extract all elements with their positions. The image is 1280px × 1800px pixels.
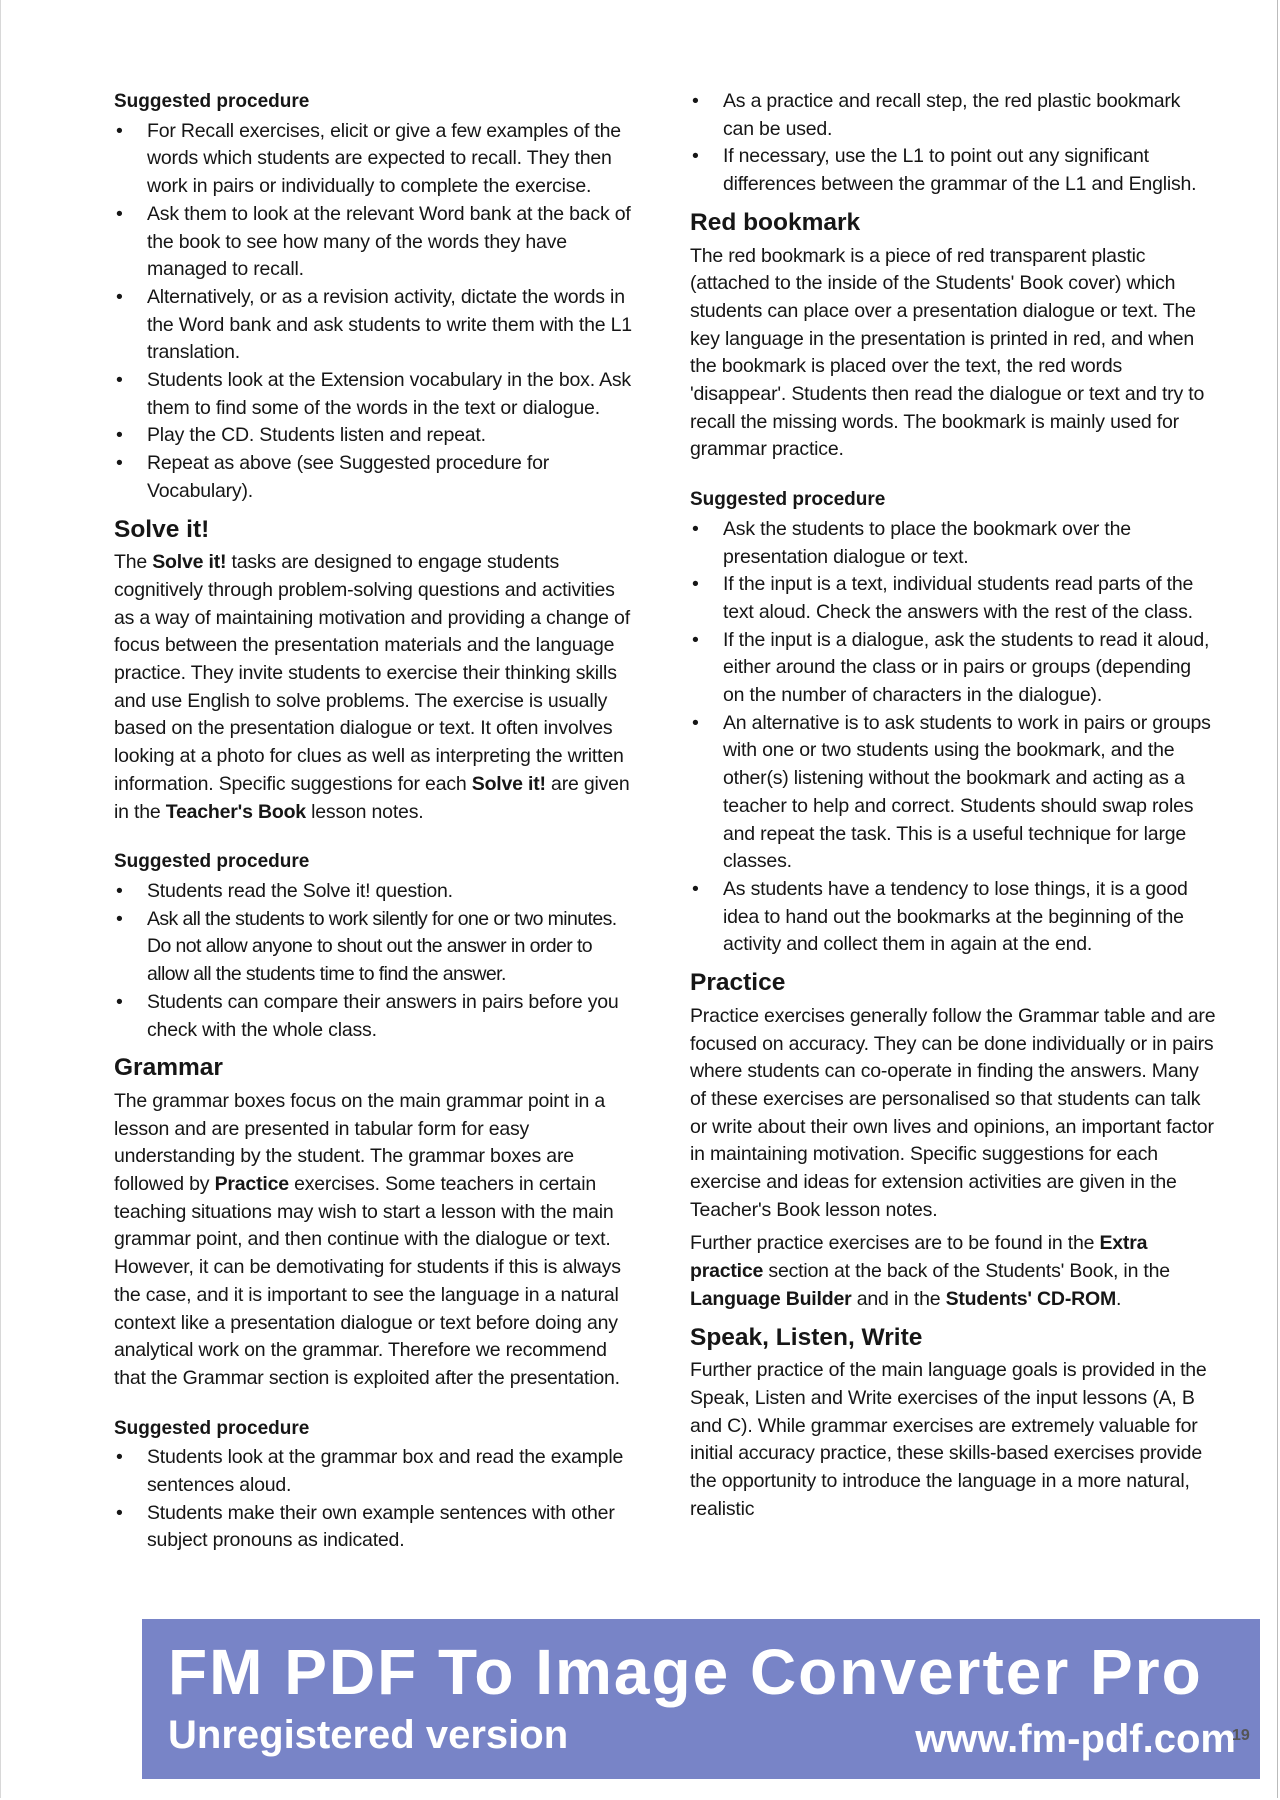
red-bookmark-heading: Red bookmark xyxy=(690,208,861,236)
watermark-url: www.fm-pdf.com xyxy=(915,1717,1236,1761)
list-item: • Students make their own example sentences with other subject pronouns as indicated. xyxy=(114,1500,638,1555)
right-column xyxy=(690,88,1216,1523)
watermark-title: FM PDF To Image Converter Pro xyxy=(168,1636,1203,1708)
list-item: • Repeat as above (see Suggested procedure for Vocabulary). xyxy=(114,450,638,505)
speak-listen-write-paragraph: Further practice of the main language goals is provided in the Speak, Listen and Write exercises of the input lessons (A, B and C). While grammar exercises are extremely valuable for initial accuracy practice, these skills-based exercises provide the opportunity to introduce the language in a more natural, realistic xyxy=(690,1359,1207,1520)
list-item: • If the input is a text, individual students read parts of the text aloud. Check the answers with the rest of the class. xyxy=(690,571,1216,626)
list-item: • Students can compare their answers in pairs before you check with the whole class. xyxy=(114,989,638,1044)
solve-it-paragraph: The Solve it! tasks are designed to engage students cognitively through problem-solving questions and activities as a way of maintaining motivation and providing a change of focus between the presentation materials and the language practice. They invite students to exercise their thinking skills and use English to solve problems. The exercise is usually based on the presentation dialogue or text. It often involves looking at a photo for clues as well as interpreting the written information. Specific suggestions for each Solve it! are given in the Teacher's Book lesson notes. xyxy=(114,551,630,823)
list-item: • As a practice and recall step, the red plastic bookmark can be used. xyxy=(690,88,1216,143)
list-item: • Play the CD. Students listen and repeat. xyxy=(114,422,638,450)
list-item: • Students read the Solve it! question. xyxy=(114,878,638,906)
list-item: • An alternative is to ask students to work in pairs or groups with one or two students using the bookmark, and the other(s) listening without the bookmark and acting as a teacher to help and correct. Students should swap roles and repeat the task. This is a useful technique for large classes. xyxy=(690,710,1216,876)
list-item: • Students look at the grammar box and read the example sentences aloud. xyxy=(114,1444,638,1499)
practice-paragraph: Practice exercises generally follow the Grammar table and are focused on accuracy. They can be done individually or in pairs where students can co-operate in finding the answers. Many of these exercises are personalised so that students can talk or write about their own lives and opinions, an important factor in maintaining motivation. Specific suggestions for each exercise and ideas for extension activities are given in the Teacher's Book lesson notes. xyxy=(690,1004,1216,1221)
grammar-procedure-list xyxy=(114,1444,638,1555)
speak-listen-write-heading: Speak, Listen, Write xyxy=(690,1323,923,1351)
list-item: • Ask them to look at the relevant Word bank at the back of the book to see how many of the words they have managed to recall. xyxy=(114,201,638,284)
grammar-heading: Grammar xyxy=(114,1054,223,1082)
grammar-paragraph: The grammar boxes focus on the main grammar point in a lesson and are presented in tabular form for easy understanding by the student. The grammar boxes are followed by Practice exercises. Some teachers in certain teaching situations may wish to start a lesson with the main grammar point, and then continue with the dialogue or text. However, it can be demotivating for students if this is always the case, and it is important to see the language in a natural context like a presentation dialogue or text before doing any analytical work on the grammar. Therefore we recommend that the Grammar section is exploited after the presentation. xyxy=(114,1089,621,1389)
list-item: • For Recall exercises, elicit or give a few examples of the words which students are expected to recall. They then work in pairs or individually to complete the exercise. xyxy=(114,118,638,201)
list-item: • Ask the students to place the bookmark over the presentation dialogue or text. xyxy=(690,516,1216,571)
continued-procedure-list xyxy=(690,88,1216,199)
watermark-banner xyxy=(142,1619,1260,1779)
list-item: • If necessary, use the L1 to point out any significant differences between the grammar of the L1 and English. xyxy=(690,143,1216,198)
suggested-procedure-heading: Suggested procedure xyxy=(690,489,886,511)
further-practice-paragraph: Further practice exercises are to be found in the Extra practice section at the back of the Students' Book, in the Language Builder and in the Students' CD-ROM. xyxy=(690,1232,1170,1310)
list-item: • Alternatively, or as a revision activity, dictate the words in the Word bank and ask students to write them with the L1 translation. xyxy=(114,284,638,367)
list-item: • Ask all the students to work silently for one or two minutes. Do not allow anyone to shout out the answer in order to allow all the students time to find the answer. xyxy=(114,906,638,989)
watermark-subtitle: Unregistered version xyxy=(168,1713,569,1757)
recall-procedure-list xyxy=(114,118,638,506)
list-item: • If the input is a dialogue, ask the students to read it aloud, either around the class or in pairs or groups (depending on the number of characters in the dialogue). xyxy=(690,627,1216,710)
page-number: 19 xyxy=(1232,1727,1250,1744)
red-bookmark-paragraph: The red bookmark is a piece of red transparent plastic (attached to the inside of the Students' Book cover) which students can place over a presentation dialogue or text. The key language in the presentation is printed in red, and when the bookmark is placed over the text, the red words 'disappear'. Students then read the dialogue or text and try to recall the missing words. The bookmark is mainly used for grammar practice. xyxy=(690,244,1205,461)
list-item: • As students have a tendency to lose things, it is a good idea to hand out the bookmarks at the beginning of the activity and collect them in again at the end. xyxy=(690,876,1216,959)
solve-it-heading: Solve it! xyxy=(114,515,210,543)
solve-it-procedure-list xyxy=(114,878,638,1044)
red-bookmark-procedure-list xyxy=(690,516,1216,959)
list-item: • Students look at the Extension vocabulary in the box. Ask them to find some of the words in the text or dialogue. xyxy=(114,367,638,422)
suggested-procedure-heading: Suggested procedure xyxy=(114,1417,310,1439)
suggested-procedure-heading: Suggested procedure xyxy=(114,91,310,112)
left-column xyxy=(114,88,638,1555)
practice-heading: Practice xyxy=(690,969,786,997)
suggested-procedure-heading: Suggested procedure xyxy=(114,851,310,873)
